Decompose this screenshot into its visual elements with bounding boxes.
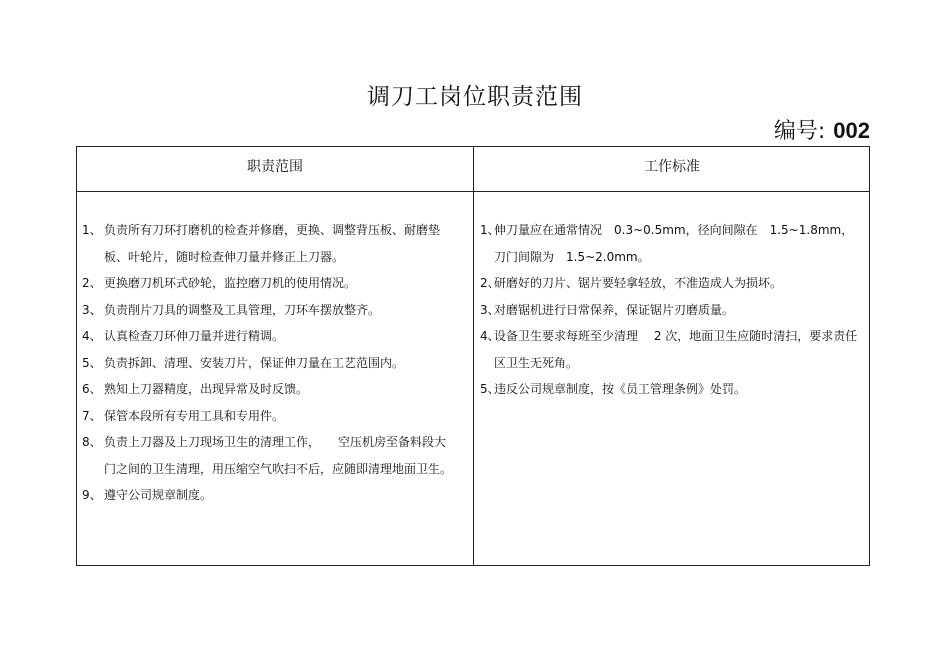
- responsibility-table: [76, 146, 870, 566]
- standard-item: [480, 376, 860, 403]
- item-text: 认真检查刀环伸刀量并进行精调。: [104, 329, 285, 343]
- item-number: 2、: [480, 276, 500, 290]
- duty-item: [82, 350, 457, 377]
- standard-item: [480, 323, 860, 376]
- duty-item: [82, 429, 457, 482]
- item-text: 违反公司规章制度，按《员工管理条例》处罚。: [494, 382, 747, 396]
- duty-item: [82, 376, 457, 403]
- item-text: 保管本段所有专用工具和专用件。: [104, 408, 285, 423]
- header-duties: 职责范围: [247, 159, 303, 175]
- item-number: 7、: [82, 408, 102, 423]
- duty-item: [82, 482, 457, 509]
- item-number: 1、: [82, 223, 102, 237]
- standards-list: [480, 217, 860, 403]
- item-number: 5、: [480, 382, 500, 396]
- item-number: 3、: [480, 302, 500, 317]
- duties-list: [82, 217, 457, 509]
- item-text: 研磨好的刀片、锯片要轻拿轻放，不准造成人为损坏。: [494, 276, 783, 290]
- item-number: 4、: [82, 329, 102, 343]
- item-text: 遵守公司规章制度。: [104, 488, 213, 502]
- header-divider: [77, 191, 869, 192]
- standard-item: [480, 270, 860, 297]
- item-number: 6、: [82, 382, 102, 396]
- duty-item: [82, 403, 457, 430]
- item-text: 伸刀量应在通常情况 0.3~0.5mm，径向间隙在 1.5~1.8mm，刀门间隙为 1.5~2.0mm。: [494, 223, 854, 264]
- standard-item: [480, 297, 860, 324]
- item-text: 负责拆卸、清理、安装刀片，保证伸刀量在工艺范围内。: [104, 355, 405, 370]
- item-number: 8、: [82, 435, 102, 449]
- duty-item: [82, 217, 457, 270]
- item-text: 设备卫生要求每班至少清理 2 次，地面卫生应随时清扫，要求责任区卫生无死角。: [494, 329, 858, 370]
- document-number: [774, 114, 870, 145]
- duty-item: [82, 297, 457, 324]
- item-text: 更换磨刀机环式砂轮，监控磨刀机的使用情况。: [104, 276, 357, 290]
- column-divider: [473, 147, 474, 565]
- item-number: 9、: [82, 488, 102, 502]
- duty-item: [82, 323, 457, 350]
- document-title: 调刀工岗位职责范围: [367, 84, 583, 110]
- duty-item: [82, 270, 457, 297]
- item-number: 1、: [480, 223, 500, 237]
- item-number: 2、: [82, 276, 102, 290]
- item-text: 对磨锯机进行日常保养，保证锯片刃磨质量。: [494, 302, 735, 317]
- standard-item: [480, 217, 860, 270]
- item-text: 负责削片刀具的调整及工具管理，刀环车摆放整齐。: [104, 302, 381, 317]
- item-text: 熟知上刀器精度，出现异常及时反馈。: [104, 382, 309, 396]
- header-standards: 工作标准: [644, 159, 700, 175]
- item-text: 负责所有刀环打磨机的检查并修磨，更换、调整背压板、耐磨垫板、叶轮片，随时检查伸刀量并修正上刀器。: [104, 223, 441, 264]
- number-value: 002: [833, 118, 870, 143]
- number-label: 编号:: [773, 119, 826, 144]
- item-number: 3、: [82, 302, 102, 317]
- item-number: 5、: [82, 355, 102, 370]
- item-number: 4、: [480, 329, 500, 343]
- item-text: 负责上刀器及上刀现场卫生的清理工作， 空压机房至备料段大门之间的卫生清理，用压缩空气吹扫不后，应随即清理地面卫生。: [104, 435, 453, 476]
